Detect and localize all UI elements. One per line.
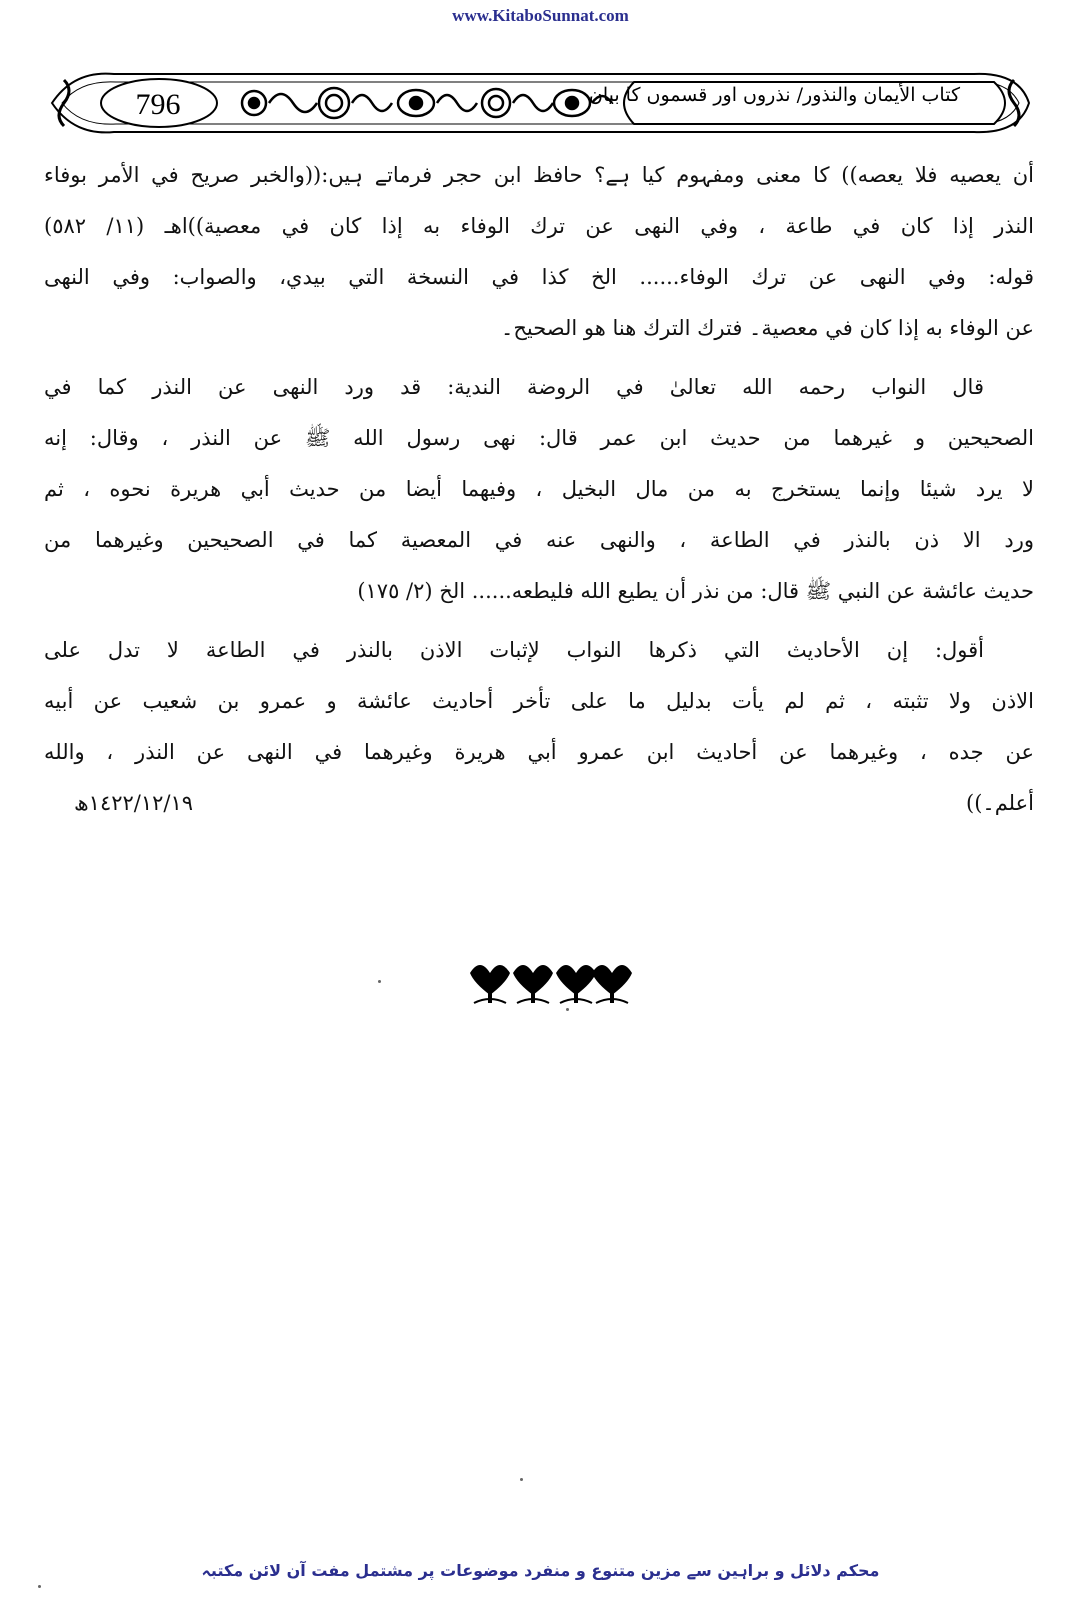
closing-line xyxy=(44,778,1034,829)
paragraph xyxy=(44,362,1034,617)
section-end-ornament xyxy=(440,955,640,1005)
footer-tagline: محکم دلائل و براہین سے مزین متنوع و منفرد موضوعات پر مشتمل مفت آن لائن مکتبہ xyxy=(201,1561,880,1580)
text-line: عن الوفاء به إذا كان في معصية۔ فترك الترك هنا هو الصحيح۔ xyxy=(501,316,1034,340)
paragraph xyxy=(44,150,1034,354)
text-line: الصحيحين و غيرهما من حديث ابن عمر قال: نهى رسول الله ﷺ عن النذر ، وقال: إنه xyxy=(44,426,1034,450)
text-line: الاذن ولا تثبته ، ثم لم يأت بدليل ما على تأخر أحاديث عائشة و عمرو بن شعيب عن أبيه xyxy=(44,689,1034,713)
text-line: قوله: وفي النهى عن ترك الوفاء...... الخ كذا في النسخة التي بيدي، والصواب: وفي النهى xyxy=(44,265,1034,289)
fleuron-icon xyxy=(440,955,640,1005)
scan-speck xyxy=(566,1008,569,1011)
scan-speck xyxy=(378,980,381,983)
page-body xyxy=(44,150,1034,829)
fatwa-date: ١٤٢٢/١٢/١٩ھ xyxy=(74,791,194,815)
text-line: أقول: إن الأحاديث التي ذكرها النواب لإثبات الاذن بالنذر في الطاعة لا تدل على xyxy=(44,638,984,662)
text-line: النذر إذا كان في طاعة ، وفي النهى عن ترك الوفاء به إذا كان في معصية))اهـ (١١/ ٥٨٢) xyxy=(44,214,1034,238)
paragraph xyxy=(44,625,1034,829)
chapter-title: كتاب الأيمان والنذور/ نذروں اور قسموں کا بیان xyxy=(588,84,960,106)
text-line: ورد الا ذن بالنذر في الطاعة ، والنهى عنه في المعصية كما في الصحيحين وغيرهما من xyxy=(44,528,1034,552)
text-line: عن جده ، وغيرهما عن أحاديث ابن عمرو أبي هريرة وغيرهما في النهى عن النذر ، والله xyxy=(44,740,1034,764)
text-line: حديث عائشة عن النبي ﷺ قال: من نذر أن يطيع الله فليطعه...... الخ (٢/ ١٧٥) xyxy=(357,579,1034,603)
site-url[interactable]: www.KitaboSunnat.com xyxy=(452,6,629,25)
page-number: 796 xyxy=(135,88,181,121)
text-line: أن يعصيه فلا يعصه)) کا معنی ومفہوم کیا ہے؟ حافظ ابن حجر فرماتے ہیں:((والخبر صريح في الأمر بوفاء xyxy=(44,163,1034,187)
scan-speck xyxy=(38,1585,41,1588)
text-line: لا يرد شيئا وإنما يستخرج به من مال البخيل ، وفيهما أيضا من حديث أبي هريرة نحوه ، ثم xyxy=(44,477,1034,501)
text-line: قال النواب رحمه الله تعالىٰ في الروضة الندية: قد ورد النهى عن النذر كما في xyxy=(44,375,984,399)
scan-speck xyxy=(520,1478,523,1481)
closing-text: أعلم۔)) xyxy=(966,791,1034,815)
